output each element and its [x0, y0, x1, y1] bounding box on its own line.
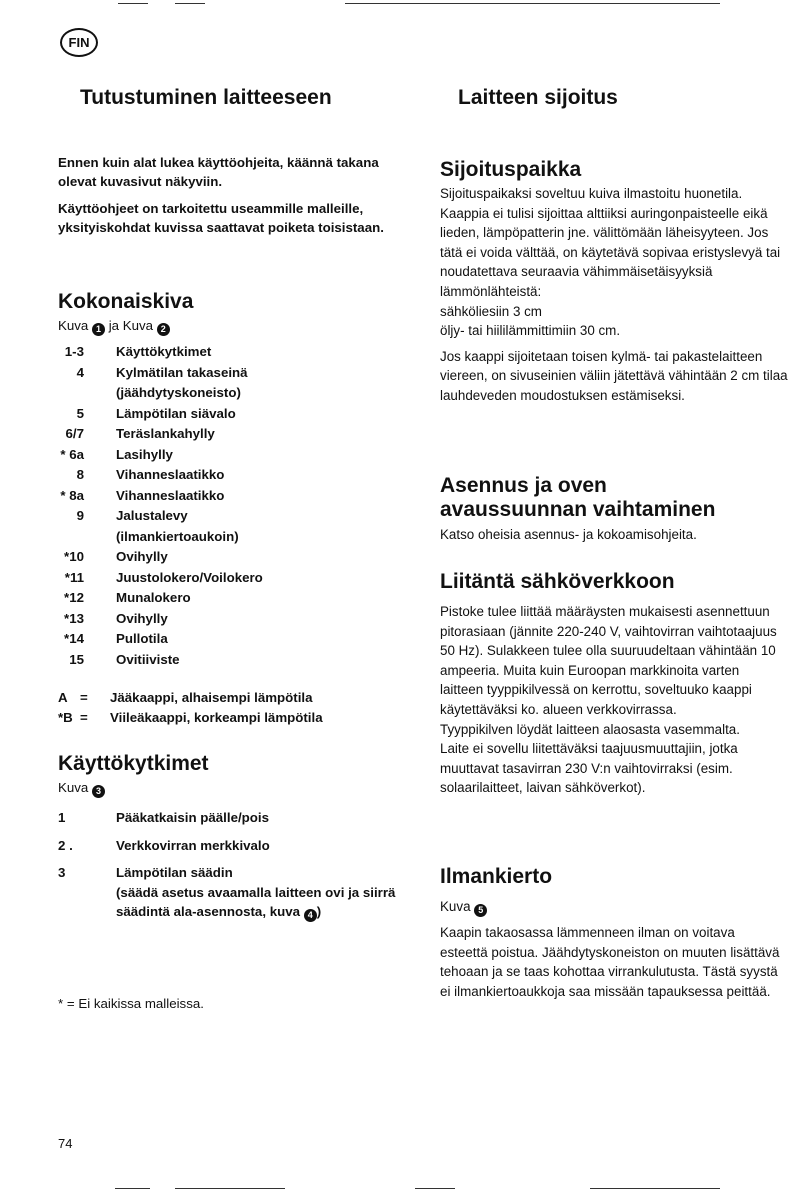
compartment-eq: =	[80, 710, 88, 725]
figure-number-icon: 5	[474, 904, 487, 917]
legend-number: * 6a	[60, 446, 84, 462]
legend-text: Pullotila	[116, 631, 168, 646]
legend-number: *12	[64, 590, 84, 605]
legend-number: 9	[76, 508, 84, 523]
legend-text: Ovihylly	[116, 610, 168, 626]
placement-heading: Sijoituspaikka	[440, 158, 582, 181]
air-paragraph: Kaapin takaosassa lämmenneen ilman on voitava esteettä poistua. Jäähdytyskoneiston on muuten lisättävä tehoaan ja se taas kohottaa virrankulutusta. Tästä syystä ei ilmankiertoaukkoja saa missään tapauksessa peittää.	[440, 925, 780, 999]
placement-line-1: sähköliesiin 3 cm	[440, 303, 542, 319]
control-number: 1	[58, 810, 66, 825]
legend-item	[58, 527, 398, 548]
compartment-item	[58, 708, 398, 728]
legend-number: *14	[64, 631, 84, 646]
legend-number	[58, 383, 116, 404]
controls-section	[58, 752, 398, 930]
legend-number: 5	[76, 405, 84, 421]
control-text-line: )	[316, 904, 322, 919]
legend-item	[58, 363, 398, 384]
placement-line-2: öljy- tai hiililämmittimiin 30 cm.	[440, 323, 621, 339]
legend-text: Juustolokero/Voilokero	[116, 569, 263, 585]
control-text: Verkkovirran merkkivalo	[116, 837, 270, 853]
install-section	[440, 474, 790, 545]
compartment-text: Viileäkaappi, korkeampi lämpötila	[110, 710, 323, 725]
legend-item	[58, 588, 398, 609]
legend-text: (ilmankiertoaukoin)	[116, 528, 239, 544]
bottom-rule-1	[115, 1188, 150, 1189]
install-heading-line-2: avaussuunnan vaihtaminen	[440, 498, 716, 521]
ab-list	[58, 688, 398, 728]
compartment-item	[58, 688, 398, 708]
control-item	[58, 836, 398, 856]
legend-item	[58, 445, 398, 466]
legend-text: Vihanneslaatikko	[116, 487, 225, 503]
control-number: 2 .	[58, 837, 73, 853]
legend-text: Kylmätilan takaseinä	[116, 364, 248, 380]
legend-text: Käyttökytkimet	[116, 344, 212, 359]
air-section	[440, 865, 785, 1001]
overview-figure-ref	[58, 316, 398, 336]
figure-number-icon: 3	[92, 785, 105, 798]
figure-number-icon: 2	[157, 323, 170, 336]
legend-number: 8	[76, 467, 84, 482]
placement-paragraph-1: Sijoituspaikaksi soveltuu kuiva ilmastoitu huonetila. Kaappia ei tulisi sijoittaa alttiiksi auringonpaisteelle eikä lieden, lämpöpatterin jne. välittömään läheisyyteen. Jos tätä ei voida välttää, on käytetävä sopivaa eristyslevyä tai noudatettava seuraavia vähimmäisetäisyyksiä lämmönlähteistä:	[440, 186, 781, 299]
install-text: Katso oheisia asennus- ja kokoamisohjeita.	[440, 527, 697, 542]
electric-heading: Liitäntä sähköverkkoon	[440, 570, 675, 593]
placement-section	[440, 158, 790, 406]
control-text-line: kuva	[269, 904, 301, 919]
compartment-eq: =	[80, 690, 88, 705]
legend-text: Vihanneslaatikko	[116, 467, 225, 482]
legend-number: 4	[76, 364, 84, 380]
page-number: 74	[58, 1136, 73, 1151]
legend-item	[58, 465, 398, 486]
legend-item	[58, 383, 398, 404]
bottom-rule-2	[175, 1188, 285, 1189]
legend-number	[58, 527, 116, 548]
top-rule-3	[345, 3, 720, 4]
legend-number: 6/7	[65, 426, 84, 441]
controls-figure-ref	[58, 778, 398, 798]
ref-prefix: Kuva	[440, 899, 471, 914]
control-text-line: (säädä asetus avaamalla laitteen ovi ja siirrä säädintä ala-asennosta,	[116, 884, 396, 919]
legend-item	[58, 568, 398, 589]
legend-text: (jäähdytyskoneisto)	[116, 385, 241, 400]
legend-item	[58, 404, 398, 425]
intro-paragraph-1: Ennen kuin alat lukea käyttöohjeita, käännä takana olevat kuvasivut näkyviin.	[58, 155, 379, 190]
country-badge: FIN	[60, 28, 98, 57]
placement-paragraph-2: Jos kaappi sijoitetaan toisen kylmä- tai pakastelaitteen viereen, on sivuseinien väliin jätettävä vähintään 2 cm tilaa lauhdeveden moudostuksen estämiseksi.	[440, 348, 788, 403]
legend-item	[58, 547, 398, 568]
legend-text: Lasihylly	[116, 446, 173, 462]
legend-number: 1-3	[64, 344, 84, 359]
control-text: Pääkatkaisin päälle/pois	[116, 810, 269, 825]
figure-number-icon: 4	[304, 909, 317, 922]
electric-paragraph-1: Pistoke tulee liittää määräysten mukaisesti asennettuun pitorasiaan (jännite 220-240 V, vaihtovirran vaihtotaajuus 50 Hz). Sulakkeen tulee olla suuruudeltaan vähintään 10 ampeeria. Muita kuin Euroopan markkinoita varten laitteen tyyppikilvessä on kerrottu, soveltuuko kaappi käytettäväksi ko. alueen verkkovirrassa.	[440, 604, 777, 717]
compartment-text: Jääkaappi, alhaisempi lämpötila	[110, 690, 313, 705]
control-text-line: Lämpötilan säädin	[116, 865, 233, 880]
top-rule-1	[118, 3, 148, 4]
legend-item	[58, 650, 398, 671]
controls-heading: Käyttökytkimet	[58, 752, 209, 775]
legend-text: Munalokero	[116, 590, 191, 605]
electric-paragraph-3: Laite ei sovellu liitettäväksi taajuusmuuttajiin, jotka muuttavat tasavirran 230 V:n vaihtovirraksi (esim. solaarilaitteet, laivan sähköverkot).	[440, 741, 738, 796]
compartment-num: A	[58, 690, 68, 705]
legend-number: *11	[64, 569, 84, 585]
legend-item	[58, 424, 398, 445]
ref-prefix: Kuva	[58, 780, 89, 795]
legend-item	[58, 609, 398, 630]
legend-text: Lämpötilan siävalo	[116, 405, 236, 421]
control-text	[116, 863, 398, 922]
bottom-rule-4	[590, 1188, 720, 1189]
legend-number: 15	[69, 651, 84, 667]
control-item	[58, 808, 398, 828]
install-heading-line-1: Asennus ja oven	[440, 474, 607, 497]
overview-heading: Kokonaiskiva	[58, 290, 194, 313]
electric-paragraph-2: Tyyppikilven löydät laitteen alaosasta vasemmalta.	[440, 721, 740, 737]
figure-number-icon: 1	[92, 323, 105, 336]
legend-text: Ovihylly	[116, 549, 168, 564]
intro-paragraph-2: Käyttöohjeet on tarkoitettu useammille malleille, yksityiskohdat kuvissa saattavat poiketa toisistaan.	[58, 200, 384, 236]
electric-section	[440, 570, 785, 798]
legend-item	[58, 486, 398, 507]
top-rule-2	[175, 3, 205, 4]
intro-block	[58, 153, 398, 238]
bottom-rule-3	[415, 1188, 455, 1189]
legend-text: Jalustalevy	[116, 508, 188, 523]
legend-item	[58, 342, 398, 363]
control-item	[58, 863, 398, 922]
legend-item	[58, 506, 398, 527]
ref-join: ja Kuva	[108, 318, 154, 333]
legend-item	[58, 629, 398, 650]
ref-prefix: Kuva	[58, 318, 89, 333]
legend-text: Teräslankahylly	[116, 426, 215, 441]
air-heading: Ilmankierto	[440, 865, 553, 888]
legend-text: Ovitiiviste	[116, 651, 180, 667]
left-page-title: Tutustuminen laitteeseen	[80, 86, 332, 109]
legend-number: * 8a	[60, 487, 84, 503]
legend-number: *10	[64, 549, 84, 564]
right-page-title: Laitteen sijoitus	[458, 86, 618, 109]
overview-section	[58, 290, 398, 728]
air-figure-ref	[440, 897, 785, 917]
control-number: 3	[58, 865, 66, 880]
legend-list	[58, 342, 398, 670]
footnote: * = Ei kaikissa malleissa.	[58, 996, 204, 1011]
legend-number: *13	[64, 610, 84, 626]
compartment-num: *B	[58, 710, 73, 725]
